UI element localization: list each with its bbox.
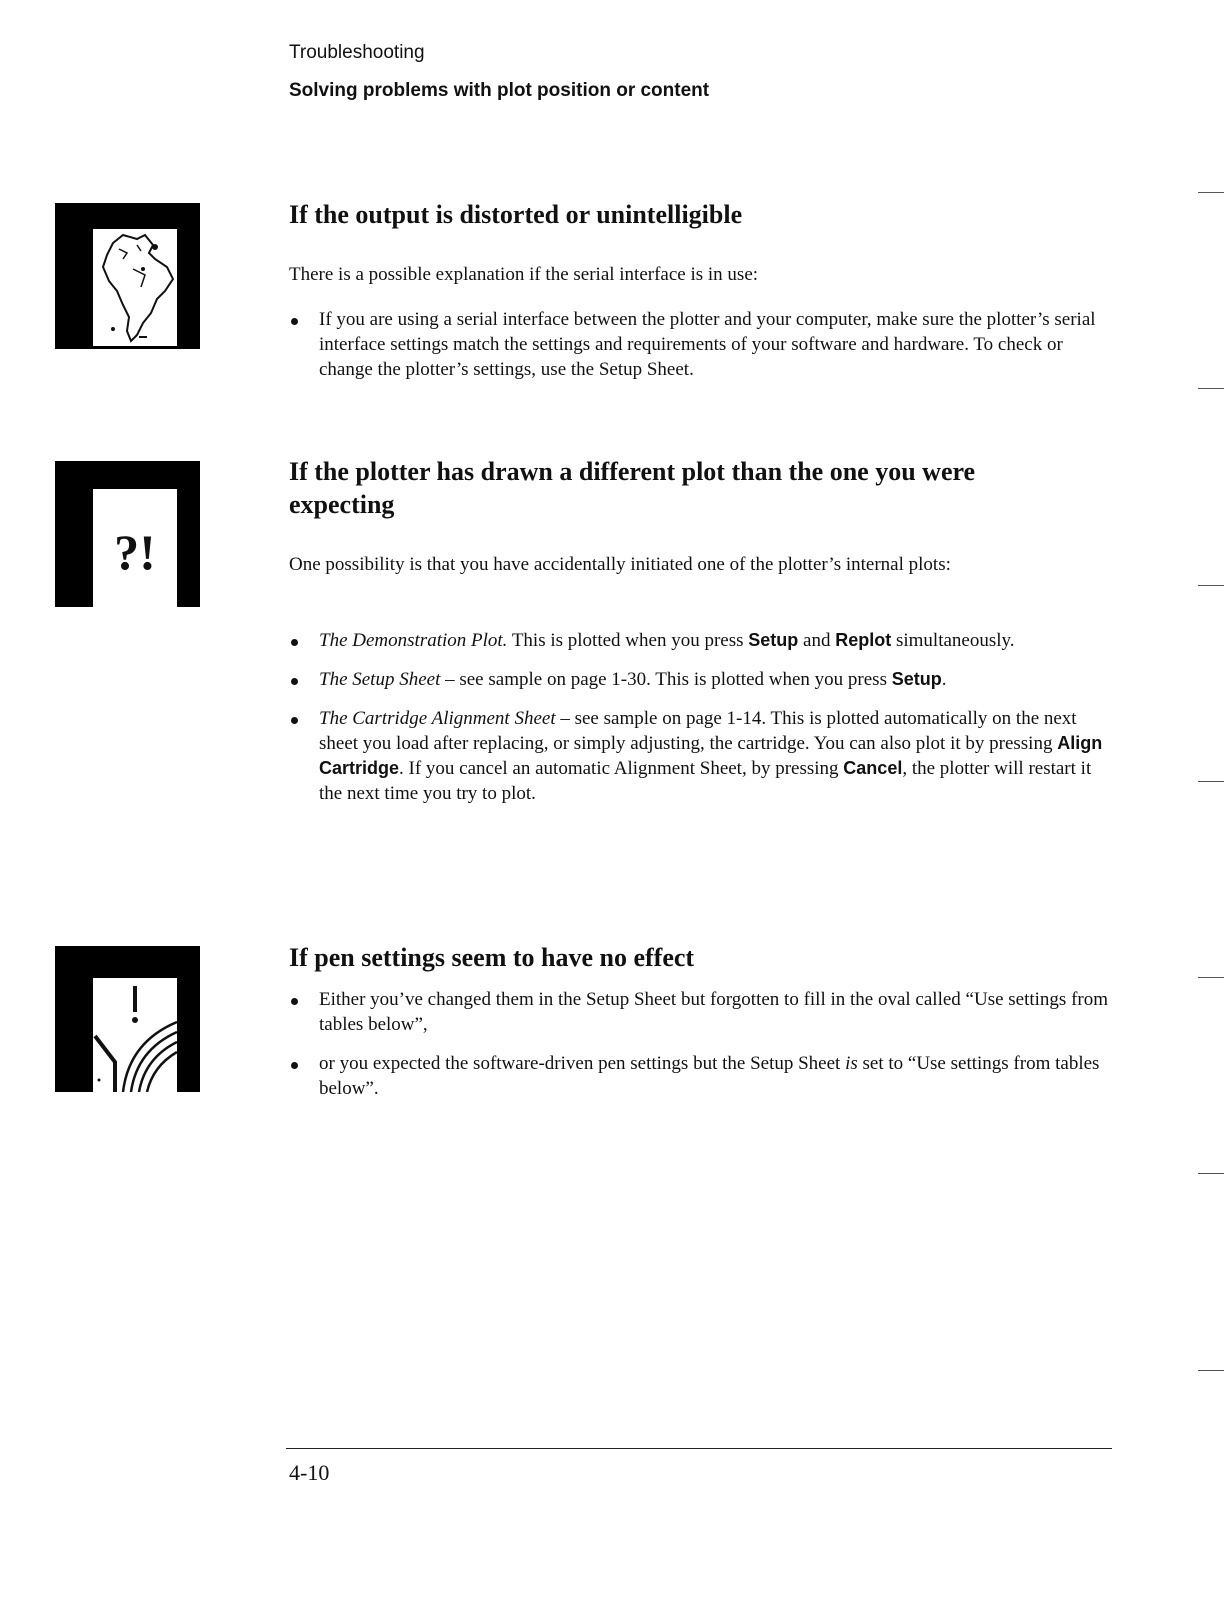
list-item: The Setup Sheet – see sample on page 1-30. This is plotted when you press Setup.	[289, 667, 1109, 692]
list-item: The Cartridge Alignment Sheet – see sample on page 1-14. This is plotted automatically on the next sheet you load after replacing, or simply adjusting, the cartridge. You can also plot it by pressing Align Cartridge. If you cancel an automatic Alignment Sheet, by pressing Cancel, the plotter will restart it the next time you try to plot.	[289, 706, 1109, 806]
margin-tab-mark	[1198, 388, 1224, 389]
map-icon-block	[55, 203, 200, 349]
section-heading-pen-settings: If pen settings seem to have no effect	[289, 943, 695, 972]
plot-name: The Demonstration Plot.	[319, 630, 508, 651]
south-america-map-icon	[93, 229, 177, 346]
question-exclamation-icon	[93, 489, 177, 607]
bullet-list	[289, 987, 1109, 1101]
margin-tab-mark	[1198, 781, 1224, 782]
pen-icon-block	[55, 946, 200, 1092]
list-item: Either you’ve changed them in the Setup Sheet but forgotten to fill in the oval called “Use settings from tables below”,	[289, 987, 1109, 1037]
section-heading-different-plot: If the plotter has drawn a different plot than the one you were expecting	[289, 457, 976, 519]
running-header-subsection: Solving problems with plot position or content	[289, 80, 710, 101]
plot-name: The Setup Sheet	[319, 669, 441, 690]
section-intro: There is a possible explanation if the serial interface is in use:	[289, 264, 759, 285]
section-intro: One possibility is that you have accidentally initiated one of the plotter’s internal plots:	[289, 554, 951, 575]
margin-tab-mark	[1198, 192, 1224, 193]
list-item: The Demonstration Plot. This is plotted when you press Setup and Replot simultaneously.	[289, 628, 1109, 653]
key-setup: Setup	[891, 669, 942, 689]
margin-tab-mark	[1198, 1370, 1224, 1371]
margin-tab-mark	[1198, 1173, 1224, 1174]
bullet-list	[289, 628, 1109, 806]
bullet-list	[289, 307, 1109, 382]
list-item: or you expected the software-driven pen settings but the Setup Sheet is set to “Use settings from tables below”.	[289, 1051, 1109, 1101]
footer-rule	[286, 1448, 1112, 1449]
running-header-section: Troubleshooting	[289, 42, 425, 63]
margin-tab-mark	[1198, 585, 1224, 586]
margin-tab-mark	[1198, 977, 1224, 978]
svg-text:?!: ?!	[114, 524, 156, 580]
pen-strokes-icon	[93, 978, 177, 1092]
page-number: 4-10	[289, 1460, 330, 1485]
section-heading-distorted-output: If the output is distorted or unintelligible	[289, 200, 743, 229]
key-align-cartridge: Align Cartridge	[319, 733, 1103, 778]
key-cancel: Cancel	[843, 758, 903, 778]
plot-name: The Cartridge Alignment Sheet	[319, 708, 556, 729]
list-item: If you are using a serial interface between the plotter and your computer, make sure the plotter’s serial interface settings match the settings and requirements of your software and hardware. To check or change the plotter’s settings, use the Setup Sheet.	[289, 307, 1109, 382]
question-icon-block	[55, 461, 200, 607]
key-replot: Replot	[835, 630, 892, 650]
key-setup: Setup	[748, 630, 799, 650]
